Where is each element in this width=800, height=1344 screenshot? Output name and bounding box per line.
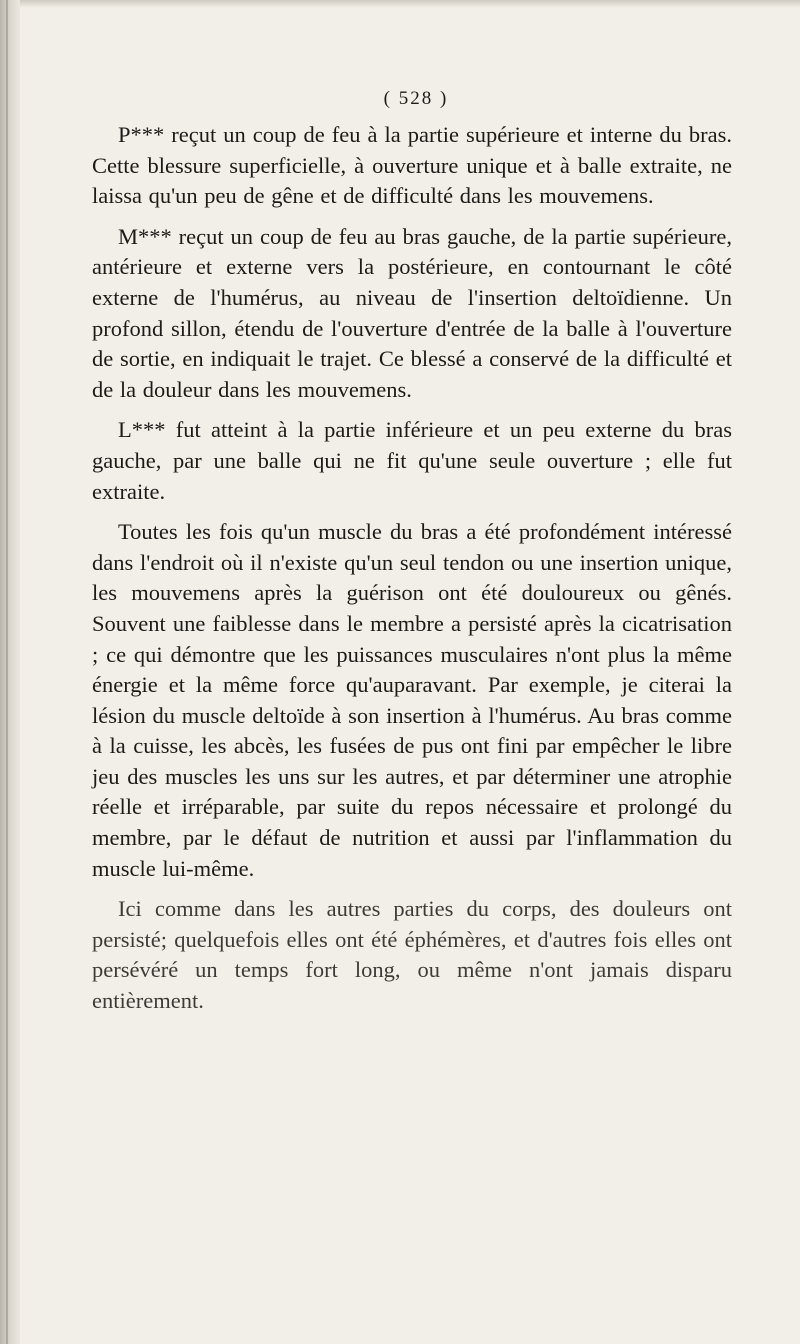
paragraph-p-wound: P*** reçut un coup de feu à la partie supérieure et interne du bras. Cette blessure superficielle, à ouverture unique et à balle extraite, ne laissa qu'un peu de gêne et de difficulté dans les mouvemens. — [92, 122, 732, 209]
binding-gutter — [0, 0, 20, 1344]
paragraph-persistent-pain: Ici comme dans les autres parties du corps, des douleurs ont persisté; quelquefois elles ont été éphémères, et d'autres fois elles ont persévéré un temps fort long, ou même n'ont jamais disparu entièrement. — [92, 896, 732, 1014]
paragraph-muscle-lesions: Toutes les fois qu'un muscle du bras a été profondément intéressé dans l'endroit où il n'existe qu'un seul tendon ou une insertion unique, les mouvemens après la guérison ont été douloureux ou gênés. Souvent une faiblesse dans le membre a persisté après la cicatrisation ; ce qui démontre que les puissances musculaires n'ont plus la même énergie et la même force qu'auparavant. Par exemple, je citerai la lésion du muscle deltoïde à son insertion à l'humérus. Au bras comme à la cuisse, les abcès, les fusées de pus ont fini par empêcher le libre jeu des muscles les uns sur les autres, et par déterminer une atrophie réelle et irréparable, par suite du repos nécessaire et prolongé du membre, par le défaut de nutrition et aussi par l'inflammation du muscle lui-même. — [92, 519, 732, 881]
paragraph-m-wound: M*** reçut un coup de feu au bras gauche, de la partie supérieure, antérieure et externe vers la postérieure, en contournant le côté externe de l'humérus, au niveau de l'insertion deltoïdienne. Un profond sillon, étendu de l'ouverture d'entrée de la balle à l'ouverture de sortie, en indiquait le trajet. Ce blessé a conservé de la difficulté et de la douleur dans les mouvemens. — [92, 223, 732, 402]
page-top-shadow — [20, 0, 800, 8]
book-page — [92, 88, 732, 1027]
paragraph-l-wound: L*** fut atteint à la partie inférieure et un peu externe du bras gauche, par une balle qui ne fit qu'une seule ouverture ; elle fut extraite. — [92, 417, 732, 504]
page-number: ( 528 ) — [383, 88, 449, 109]
binding-edge-line — [6, 0, 8, 1344]
